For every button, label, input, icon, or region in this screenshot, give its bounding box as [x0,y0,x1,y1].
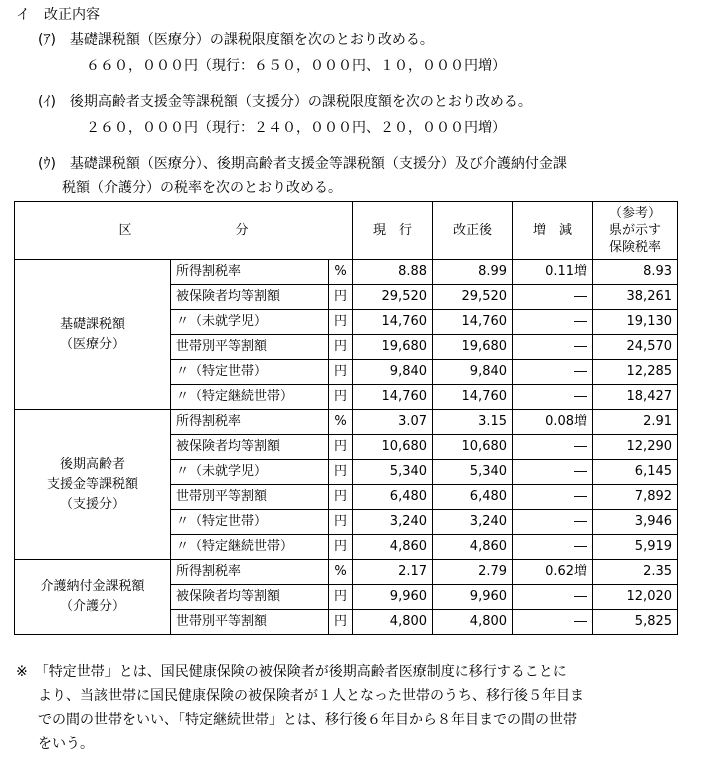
row-change-value: ― [513,385,593,410]
row-current-value: 5,340 [353,460,433,485]
row-current-value: 8.88 [353,260,433,285]
row-reference-value: 19,130 [593,310,678,335]
item-a-title: (ｱ) 基礎課税額（医療分）の課税限度額を次のとおり改める。 [38,32,434,48]
row-item-label: 〃（未就学児） [171,460,329,485]
row-current-value: 10,680 [353,435,433,460]
row-unit: % [329,410,353,435]
group-label-line: 基礎課税額 [59,316,125,332]
row-change-value: ― [513,460,593,485]
row-change-value: ― [513,535,593,560]
row-change-value: ― [513,585,593,610]
row-revised-value: 3.15 [433,410,513,435]
item-b-amount: ２６０，０００円（現行：２４０，０００円、２０，０００円増） [86,120,506,136]
group-label-line: （介護分） [59,599,125,614]
row-current-value: 6,480 [353,485,433,510]
header-current: 現 行 [353,202,433,260]
row-reference-value: 5,825 [593,610,678,635]
row-revised-value: 2.79 [433,560,513,585]
header-reference-line3: 保険税率 [609,240,662,255]
row-reference-value: 12,020 [593,585,678,610]
group-label-line: （支援分） [59,496,125,512]
row-reference-value: 7,892 [593,485,678,510]
row-item-label: 所得割税率 [171,410,329,435]
row-revised-value: 4,860 [433,535,513,560]
group-label-line: 支援金等課税額 [46,476,138,492]
row-revised-value: 14,760 [433,310,513,335]
table-header-row [15,202,678,260]
row-item-label: 被保険者均等割額 [171,435,329,460]
row-revised-value: 14,760 [433,385,513,410]
row-current-value: 3.07 [353,410,433,435]
row-item-label: 〃（特定世帯） [171,360,329,385]
row-unit: 円 [329,485,353,510]
note-line-2: より、当該世帯に国民健康保険の被保険者が１人となった世帯のうち、移行後５年目ま [38,688,584,704]
row-reference-value: 2.35 [593,560,678,585]
row-unit: 円 [329,535,353,560]
row-unit: 円 [329,610,353,635]
row-item-label: 所得割税率 [171,560,329,585]
row-current-value: 9,840 [353,360,433,385]
row-change-value: ― [513,335,593,360]
group-label-line: 介護納付金課税額 [40,579,145,594]
note-line-1: ※ 「特定世帯」とは、国民健康保険の被保険者が後期高齢者医療制度に移行することに [16,664,567,680]
header-reference [593,202,678,260]
table-body [15,260,678,635]
row-reference-value: 6,145 [593,460,678,485]
row-change-value: 0.11増 [513,260,593,285]
row-unit: 円 [329,460,353,485]
row-change-value: ― [513,360,593,385]
row-reference-value: 12,290 [593,435,678,460]
row-reference-value: 38,261 [593,285,678,310]
note-line-3: での間の世帯をいい、「特定継続世帯」とは、移行後６年目から８年目までの間の世帯 [38,712,577,728]
row-item-label: 〃（特定継続世帯） [171,535,329,560]
row-revised-value: 29,520 [433,285,513,310]
item-a-amount: ６６０，０００円（現行：６５０，０００円、１０，０００円増） [86,58,506,74]
row-reference-value: 2.91 [593,410,678,435]
header-reference-line2: 県が示す [609,223,662,238]
tax-rate-table [14,201,678,635]
item-c-title-cont: 税額（介護分）の税率を次のとおり改める。 [62,180,342,196]
row-item-label: 被保険者均等割額 [171,585,329,610]
row-reference-value: 8.93 [593,260,678,285]
row-item-label: 〃（特定継続世帯） [171,385,329,410]
group-label-line: （医療分） [59,336,125,352]
note-line-4: をいう。 [38,736,94,752]
header-category: 区 分 [15,202,353,260]
row-revised-value: 10,680 [433,435,513,460]
row-item-label: 〃（未就学児） [171,310,329,335]
row-current-value: 29,520 [353,285,433,310]
row-unit: 円 [329,510,353,535]
row-unit: 円 [329,310,353,335]
row-current-value: 4,800 [353,610,433,635]
row-change-value: ― [513,610,593,635]
item-c-title: (ｳ) 基礎課税額（医療分）、後期高齢者支援金等課税額（支援分）及び介護納付金課 [38,156,567,172]
group-label [15,560,171,635]
row-unit: % [329,560,353,585]
row-current-value: 14,760 [353,385,433,410]
table-row [15,410,678,435]
row-reference-value: 5,919 [593,535,678,560]
row-change-value: 0.08増 [513,410,593,435]
row-reference-value: 24,570 [593,335,678,360]
row-change-value: ― [513,485,593,510]
header-revised: 改正後 [433,202,513,260]
row-revised-value: 9,840 [433,360,513,385]
row-revised-value: 9,960 [433,585,513,610]
group-label-line: 後期高齢者 [59,456,125,472]
section-heading: イ 改正内容 [16,7,100,23]
row-unit: % [329,260,353,285]
row-item-label: 〃（特定世帯） [171,510,329,535]
row-change-value: ― [513,510,593,535]
row-unit: 円 [329,285,353,310]
row-unit: 円 [329,385,353,410]
row-change-value: 0.62増 [513,560,593,585]
row-current-value: 19,680 [353,335,433,360]
row-change-value: ― [513,285,593,310]
group-label [15,410,171,560]
header-change: 増 減 [513,202,593,260]
row-item-label: 世帯別平等割額 [171,335,329,360]
row-item-label: 世帯別平等割額 [171,485,329,510]
row-change-value: ― [513,310,593,335]
row-current-value: 4,860 [353,535,433,560]
row-change-value: ― [513,435,593,460]
row-item-label: 世帯別平等割額 [171,610,329,635]
header-reference-line1: （参考） [609,206,662,221]
row-revised-value: 6,480 [433,485,513,510]
row-current-value: 9,960 [353,585,433,610]
row-current-value: 3,240 [353,510,433,535]
row-revised-value: 5,340 [433,460,513,485]
row-current-value: 14,760 [353,310,433,335]
table-row [15,560,678,585]
table-row [15,260,678,285]
row-revised-value: 4,800 [433,610,513,635]
row-revised-value: 3,240 [433,510,513,535]
row-unit: 円 [329,585,353,610]
row-item-label: 所得割税率 [171,260,329,285]
row-unit: 円 [329,435,353,460]
group-label [15,260,171,410]
row-revised-value: 8.99 [433,260,513,285]
row-revised-value: 19,680 [433,335,513,360]
row-unit: 円 [329,335,353,360]
row-reference-value: 12,285 [593,360,678,385]
row-item-label: 被保険者均等割額 [171,285,329,310]
row-current-value: 2.17 [353,560,433,585]
row-unit: 円 [329,360,353,385]
row-reference-value: 3,946 [593,510,678,535]
item-b-title: (ｲ) 後期高齢者支援金等課税額（支援分）の課税限度額を次のとおり改める。 [38,94,532,110]
row-reference-value: 18,427 [593,385,678,410]
